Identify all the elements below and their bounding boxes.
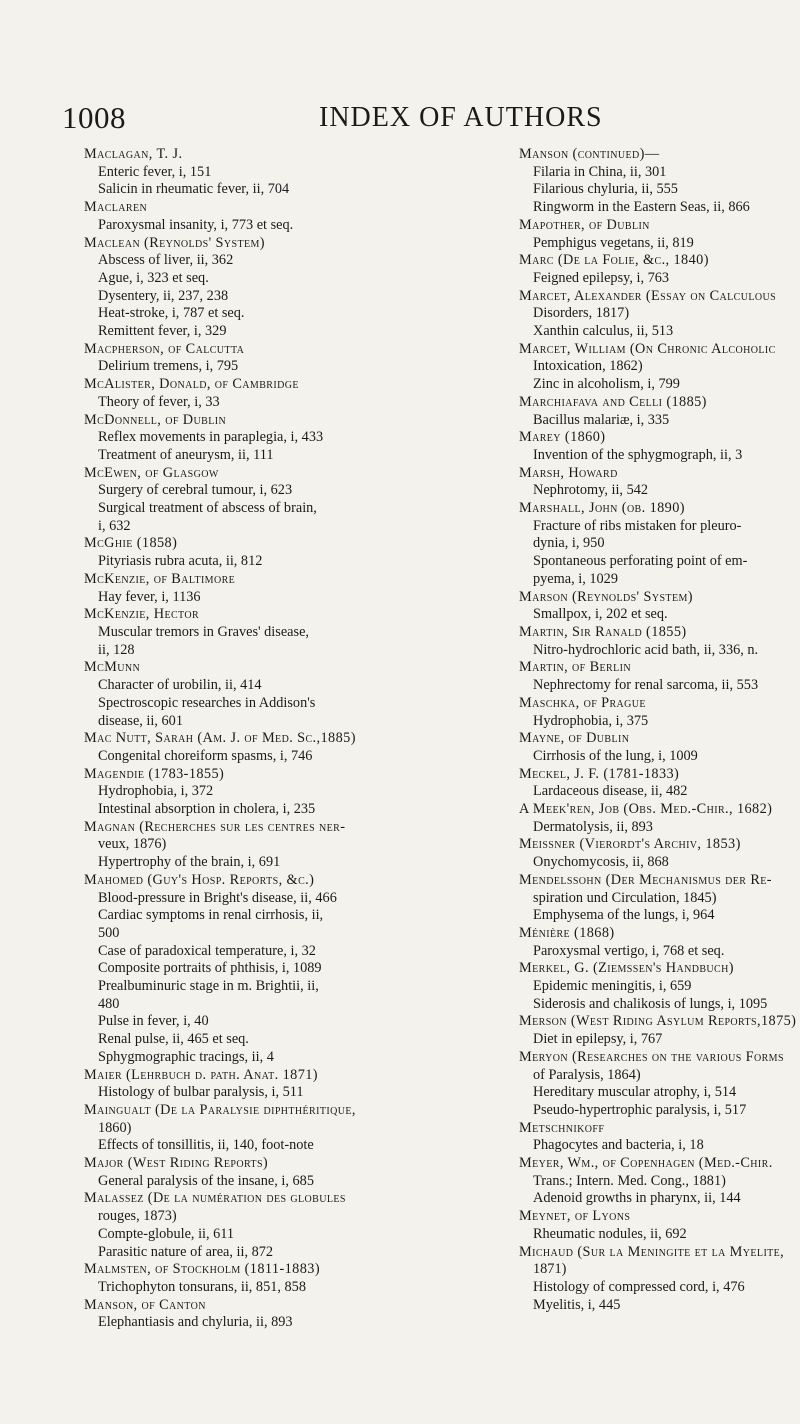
index-subentry: Adenoid growths in pharynx, ii, 144	[533, 1190, 741, 1207]
author-heading: Martin, Sir Ranald (1855)	[519, 623, 687, 640]
index-subentry: Ague, i, 323 et seq.	[98, 269, 209, 286]
index-entry	[519, 1013, 797, 1048]
index-subentry: Emphysema of the lungs, i, 964	[533, 907, 715, 924]
index-entry	[519, 960, 789, 1013]
index-entry	[84, 376, 502, 411]
index-entry	[84, 412, 502, 465]
author-heading: Marcet, Alexander (Essay on Calculous	[519, 287, 777, 304]
index-subentry: Muscular tremors in Graves' disease,	[98, 623, 310, 640]
index-entry	[84, 659, 502, 730]
index-entry	[519, 252, 789, 287]
index-subentry: Enteric fever, i, 151	[98, 163, 212, 180]
author-heading: Magnan (Recherches sur les centres ner-	[84, 818, 346, 835]
index-subentry: Zinc in alcoholism, i, 799	[533, 376, 680, 393]
index-subentry: Pemphigus vegetans, ii, 819	[533, 234, 694, 251]
index-subentry: Rheumatic nodules, ii, 692	[533, 1225, 687, 1242]
index-subentry: 500	[98, 924, 120, 941]
index-entry	[519, 217, 789, 252]
index-subentry: Congenital choreiform spasms, i, 746	[98, 747, 313, 764]
index-subentry: Onychomycosis, ii, 868	[533, 854, 669, 871]
author-heading: Marshall, John (ob. 1890)	[519, 500, 685, 517]
index-entry	[84, 465, 502, 536]
index-entry	[84, 146, 502, 199]
author-heading: Maschka, of Prague	[519, 694, 646, 711]
index-subentry: Trichophyton tonsurans, ii, 851, 858	[98, 1279, 306, 1295]
index-subentry: ii, 128	[98, 641, 135, 658]
index-entry	[84, 606, 502, 659]
author-heading: Manson, of Canton	[84, 1296, 206, 1313]
author-heading: Meckel, J. F. (1781-1833)	[519, 765, 680, 782]
index-subentry: Myelitis, i, 445	[533, 1296, 621, 1313]
index-entry	[84, 571, 502, 606]
index-subentry: Character of urobilin, ii, 414	[98, 677, 262, 694]
index-subentry: Prealbuminuric stage in m. Brightii, ii,	[98, 978, 319, 995]
author-heading: Meryon (Researches on the various Forms	[519, 1048, 784, 1065]
index-subentry: Histology of bulbar paralysis, i, 511	[98, 1084, 304, 1101]
author-heading: Maclaren	[84, 199, 148, 216]
author-heading: Mapother, of Dublin	[519, 216, 650, 233]
index-subentry: Hereditary muscular atrophy, i, 514	[533, 1084, 737, 1101]
index-entry	[519, 766, 789, 801]
index-entry	[84, 235, 502, 341]
index-subentry: Dysentery, ii, 237, 238	[98, 287, 229, 304]
index-subentry: General paralysis of the insane, i, 685	[98, 1172, 314, 1189]
index-subentry: Theory of fever, i, 33	[98, 393, 220, 410]
index-subentry: Nitro-hydrochloric acid bath, ii, 336, n.	[533, 641, 759, 658]
index-subentry: Siderosis and chalikosis of lungs, i, 1095	[533, 995, 768, 1012]
author-heading: Marcet, William (On Chronic Alcoholic	[519, 340, 776, 357]
index-subentry: Parasitic nature of area, ii, 872	[98, 1243, 274, 1260]
index-entry	[84, 1102, 502, 1155]
index-subentry: Heat-stroke, i, 787 et seq.	[98, 305, 245, 322]
index-subentry: Disorders, 1817)	[533, 305, 630, 322]
index-entry	[84, 1155, 502, 1190]
author-heading: McEwen, of Glasgow	[84, 464, 219, 481]
index-subentry: Fracture of ribs mistaken for pleuro-	[533, 517, 742, 534]
index-subentry: Paroxysmal insanity, i, 773 et seq.	[98, 216, 294, 233]
index-subentry: Intestinal absorption in cholera, i, 235	[98, 801, 316, 818]
index-subentry: Sphygmographic tracings, ii, 4	[98, 1048, 274, 1065]
author-heading: Magendie (1783-1855)	[84, 765, 225, 782]
author-heading: Merson (West Riding Asylum Reports,1875)	[519, 1013, 797, 1030]
index-entry	[519, 1208, 789, 1243]
index-subentry: Spectroscopic researches in Addison's	[98, 694, 316, 711]
index-subentry: Invention of the sphygmograph, ii, 3	[533, 446, 743, 463]
index-subentry: Dermatolysis, ii, 893	[533, 818, 653, 835]
index-subentry: Effects of tonsillitis, ii, 140, foot-note	[98, 1137, 314, 1154]
index-entry	[84, 730, 502, 765]
index-subentry: Hydrophobia, i, 375	[533, 712, 649, 729]
right-column	[519, 146, 797, 1314]
author-heading: Malmsten, of Stockholm (1811-1883)	[84, 1261, 320, 1278]
index-entry	[519, 1244, 789, 1315]
left-column	[84, 146, 502, 1332]
index-entry	[84, 1067, 502, 1102]
index-subentry: Abscess of liver, ii, 362	[98, 252, 234, 269]
index-entry	[519, 500, 789, 589]
index-subentry: Elephantiasis and chyluria, ii, 893	[98, 1314, 293, 1331]
index-subentry: Reflex movements in paraplegia, i, 433	[98, 429, 324, 446]
index-entry	[519, 288, 789, 341]
author-heading: Mac Nutt, Sarah (Am. J. of Med. Sc.,1885)	[84, 730, 356, 747]
index-subentry: Composite portraits of phthisis, i, 1089	[98, 960, 322, 977]
index-entry	[519, 1120, 789, 1155]
index-subentry: rouges, 1873)	[98, 1208, 177, 1225]
index-subentry: Cardiac symptoms in renal cirrhosis, ii,	[98, 907, 324, 924]
index-subentry: Filaria in China, ii, 301	[533, 163, 667, 180]
index-subentry: Intoxication, 1862)	[533, 358, 643, 375]
index-entry	[519, 589, 789, 624]
index-subentry: Cirrhosis of the lung, i, 1009	[533, 747, 698, 764]
index-subentry: Nephrectomy for renal sarcoma, ii, 553	[533, 677, 759, 694]
index-subentry: 1860)	[98, 1119, 132, 1136]
author-heading: Marc (De la Folie, &c., 1840)	[519, 252, 709, 269]
index-entry	[519, 1049, 789, 1120]
index-subentry: Smallpox, i, 202 et seq.	[533, 606, 668, 623]
index-subentry: Pseudo-hypertrophic paralysis, i, 517	[533, 1101, 747, 1118]
index-subentry: veux, 1876)	[98, 836, 167, 853]
index-subentry: 1871)	[533, 1261, 567, 1278]
index-subentry: Spontaneous perforating point of em-	[533, 553, 748, 570]
index-subentry: Remittent fever, i, 329	[98, 323, 227, 340]
index-subentry: Diet in epilepsy, i, 767	[533, 1031, 663, 1048]
index-entry	[519, 836, 789, 871]
index-entry	[519, 925, 789, 960]
index-subentry: Phagocytes and bacteria, i, 18	[533, 1137, 704, 1154]
index-subentry: Case of paradoxical temperature, i, 32	[98, 942, 316, 959]
index-entry	[519, 801, 789, 836]
index-subentry: pyema, i, 1029	[533, 570, 618, 587]
index-subentry: Feigned epilepsy, i, 763	[533, 269, 670, 286]
author-heading: Merkel, G. (Ziemssen's Handbuch)	[519, 960, 734, 977]
index-subentry: Bacillus malariæ, i, 335	[533, 411, 670, 428]
index-entry	[84, 766, 502, 819]
index-subentry: Filarious chyluria, ii, 555	[533, 181, 678, 198]
index-subentry: Pulse in fever, i, 40	[98, 1013, 209, 1030]
author-heading: Ménière (1868)	[519, 924, 615, 941]
index-entry	[519, 146, 789, 217]
index-entry	[519, 429, 789, 464]
index-entry	[84, 1261, 502, 1296]
index-subentry: dynia, i, 950	[533, 535, 605, 552]
index-subentry: Histology of compressed cord, i, 476	[533, 1279, 745, 1295]
author-heading: Metschnikoff	[519, 1119, 605, 1136]
index-subentry: Epidemic meningitis, i, 659	[533, 978, 692, 995]
index-entry	[84, 872, 502, 1067]
index-subentry: Pityriasis rubra acuta, ii, 812	[98, 553, 263, 570]
index-subentry: Ringworm in the Eastern Seas, ii, 866	[533, 199, 750, 216]
index-entry	[84, 1190, 502, 1261]
index-entry	[519, 730, 789, 765]
author-heading: Meissner (Vierordt's Archiv, 1853)	[519, 836, 741, 853]
author-heading: McKenzie, Hector	[84, 606, 200, 623]
index-subentry: Hydrophobia, i, 372	[98, 783, 214, 800]
author-heading: Marey (1860)	[519, 429, 606, 446]
index-subentry: Paroxysmal vertigo, i, 768 et seq.	[533, 942, 725, 959]
index-subentry: Xanthin calculus, ii, 513	[533, 323, 674, 340]
index-subentry: Renal pulse, ii, 465 et seq.	[98, 1031, 249, 1048]
author-heading: McDonnell, of Dublin	[84, 411, 227, 428]
author-heading: Malassez (De la numération des globules	[84, 1190, 346, 1207]
author-heading: Maclagan, T. J.	[84, 146, 183, 162]
index-subentry: Hay fever, i, 1136	[98, 588, 201, 605]
index-entry	[519, 1155, 789, 1208]
page-header	[62, 100, 752, 140]
author-heading: McAlister, Donald, of Cambridge	[84, 376, 299, 393]
index-subentry: Lardaceous disease, ii, 482	[533, 783, 688, 800]
index-subentry: Surgical treatment of abscess of brain,	[98, 500, 317, 517]
index-entry	[84, 341, 502, 376]
index-entry	[519, 872, 789, 925]
running-head: INDEX OF AUTHORS	[319, 102, 603, 133]
index-entry	[519, 659, 789, 694]
author-heading: Marson (Reynolds' System)	[519, 588, 693, 605]
author-heading: Meynet, of Lyons	[519, 1208, 631, 1225]
page-number: 1008	[62, 100, 126, 135]
index-subentry: Delirium tremens, i, 795	[98, 358, 239, 375]
index-entry	[84, 199, 502, 234]
index-entry	[519, 465, 789, 500]
author-heading: Michaud (Sur la Meningite et la Myelite,	[519, 1243, 785, 1260]
author-heading: Marchiafava and Celli (1885)	[519, 393, 707, 410]
index-entry	[519, 341, 789, 394]
index-entry	[84, 819, 502, 872]
index-subentry: Surgery of cerebral tumour, i, 623	[98, 482, 293, 499]
index-subentry: Nephrotomy, ii, 542	[533, 482, 649, 499]
author-heading: Meyer, Wm., of Copenhagen (Med.-Chir.	[519, 1155, 773, 1172]
index-subentry: Compte-globule, ii, 611	[98, 1225, 235, 1242]
author-heading: Major (West Riding Reports)	[84, 1155, 269, 1172]
index-subentry: i, 632	[98, 517, 131, 534]
author-heading: Marsh, Howard	[519, 464, 618, 481]
index-subentry: Hypertrophy of the brain, i, 691	[98, 854, 281, 871]
author-heading: Macpherson, of Calcutta	[84, 340, 245, 357]
author-heading: Martin, of Berlin	[519, 659, 631, 676]
index-entry	[84, 1297, 502, 1332]
index-entry	[84, 535, 502, 570]
author-heading: McGhie (1858)	[84, 535, 178, 552]
index-subentry: Blood-pressure in Bright's disease, ii, 466	[98, 889, 337, 906]
author-heading: Maier (Lehrbuch d. path. Anat. 1871)	[84, 1066, 318, 1083]
index-subentry: of Paralysis, 1864)	[533, 1066, 641, 1083]
index-subentry: Treatment of aneurysm, ii, 111	[98, 446, 274, 463]
index-subentry: Trans.; Intern. Med. Cong., 1881)	[533, 1172, 726, 1189]
author-heading: McKenzie, of Baltimore	[84, 570, 236, 587]
author-heading: Maingualt (De la Paralysie diphthéritique,	[84, 1101, 356, 1118]
index-subentry: 480	[98, 995, 120, 1012]
index-entry	[519, 695, 789, 730]
author-heading: McMunn	[84, 659, 141, 676]
author-heading: Mendelssohn (Der Mechanismus der Re-	[519, 871, 772, 888]
author-heading: Mayne, of Dublin	[519, 730, 630, 747]
index-subentry: spiration und Circulation, 1845)	[533, 889, 717, 906]
author-heading: A Meek'ren, Job (Obs. Med.-Chir., 1682)	[519, 801, 773, 818]
author-heading: Mahomed (Guy's Hosp. Reports, &c.)	[84, 871, 315, 888]
index-subentry: Salicin in rheumatic fever, ii, 704	[98, 181, 290, 198]
author-heading: Manson (continued)—	[519, 146, 660, 162]
index-entry	[519, 624, 789, 659]
author-heading: Maclean (Reynolds' System)	[84, 234, 265, 251]
index-subentry: disease, ii, 601	[98, 712, 183, 729]
index-entry	[519, 394, 789, 429]
